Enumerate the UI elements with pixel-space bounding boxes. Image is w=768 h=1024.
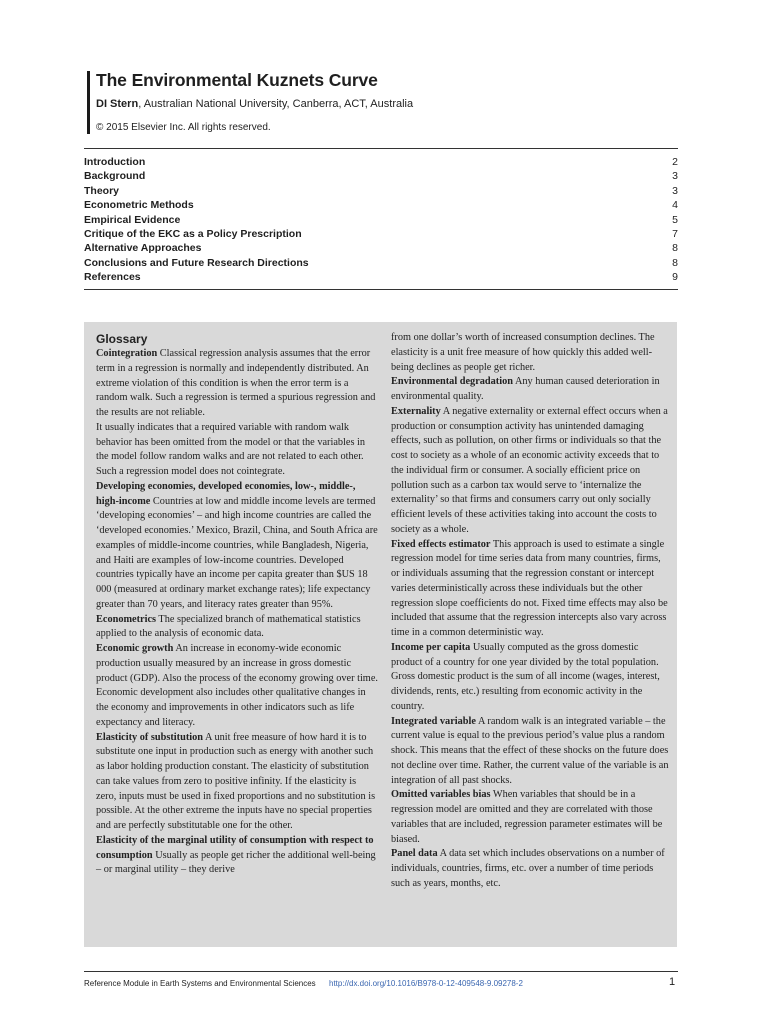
glossary-definition: Usually computed as the gross domestic product of a country for one year divided by the total population. Gross domestic product is the sum of all income (wages, interest, dividends, rents, etc.) resulting from economic activity in the country. (391, 641, 660, 712)
glossary-entry (96, 421, 378, 480)
toc-entry[interactable] (84, 184, 678, 198)
toc-entry[interactable] (84, 227, 678, 241)
glossary-entry (391, 375, 669, 405)
copyright-notice: © 2015 Elsevier Inc. All rights reserved. (96, 122, 271, 133)
glossary-definition: Any human caused deterioration in environmental quality. (391, 376, 660, 402)
toc-entry-page: 2 (672, 156, 678, 168)
toc-entry-page: 5 (672, 213, 678, 226)
author-line (96, 98, 413, 110)
glossary-entry (391, 715, 669, 789)
toc-entry-label: References (84, 271, 141, 284)
toc-entry-label: Econometric Methods (84, 199, 194, 212)
glossary-term: Developing economies, developed economies, low-, middle-, high-income (96, 480, 356, 507)
glossary-left-column (96, 331, 378, 878)
glossary-term: Integrated variable (391, 715, 476, 727)
toc-entry[interactable] (84, 198, 678, 212)
toc-entry[interactable] (84, 213, 678, 227)
table-of-contents (84, 155, 678, 285)
glossary-term: Elasticity of the marginal utility of consumption with respect to consumption (96, 834, 374, 861)
glossary-term: Econometrics (96, 613, 157, 625)
glossary-entry (391, 847, 669, 891)
toc-bottom-rule (84, 289, 678, 290)
glossary-definition: Usually as people get richer the additional well-being – or marginal utility – they derive (96, 849, 376, 876)
glossary-definition: It usually indicates that a required variable with random walk behavior has been omitted from the model or that the variables in the model follow random walks and are not related to each other. Such a regression model does not cointegrate. (96, 421, 366, 477)
toc-entry-page: 7 (672, 227, 678, 240)
glossary-heading: Glossary (96, 332, 148, 346)
glossary-definition: When variables that should be in a regression model are omitted and they are correlated with those variables that are included, regression parameter estimates will be biased. (391, 789, 663, 845)
toc-entry[interactable] (84, 169, 678, 183)
glossary-definition: A data set which includes observations on a number of individuals, countries, firms, etc. over a number of time periods such as years, months, etc. (391, 848, 665, 889)
glossary-definition: The specialized branch of mathematical statistics applied to the analysis of economic data. (96, 613, 361, 640)
glossary-entry (391, 788, 669, 847)
glossary-term: Income per capita (391, 641, 471, 653)
toc-entry-page: 4 (672, 199, 678, 212)
glossary-box (84, 322, 677, 947)
title-accent-bar (87, 71, 90, 134)
toc-entry[interactable] (84, 155, 678, 169)
toc-entry-page: 9 (672, 271, 678, 284)
glossary-term: Externality (391, 405, 441, 417)
glossary-definition: This approach is used to estimate a single regression model for time series data from many countries, firms, or individuals assuming that the regression constant or intercept varies deterministically across these individuals but the other regression slope coefficients do not. Fixed time effects may also be included that assume that the regression intercepts also vary across time in a common deterministic way. (391, 538, 668, 638)
toc-entry-label: Introduction (84, 156, 146, 168)
doi-link[interactable]: http://dx.doi.org/10.1016/B978-0-12-409548-9.09278-2 (329, 979, 523, 988)
toc-entry-page: 8 (672, 242, 678, 255)
glossary-entry (96, 642, 378, 731)
toc-top-rule (84, 148, 678, 149)
footer-source: Reference Module in Earth Systems and Environmental Sciences (84, 979, 316, 988)
toc-entry[interactable] (84, 256, 678, 270)
glossary-definition: An increase in economy-wide economic production usually measured by an increase in gross domestic product (GDP). Also the process of the economy growing over time. Economic development also includes other qualitative changes in the economy and improvements in other indicators such as life expectancy and literacy. (96, 643, 378, 728)
glossary-term: Fixed effects estimator (391, 538, 491, 550)
glossary-entry (391, 331, 669, 375)
toc-entry-label: Empirical Evidence (84, 213, 181, 226)
glossary-term: Economic growth (96, 643, 174, 654)
glossary-definition: A negative externality or external effect occurs when a production or consumption activity has unintended damaging effects, such as pollution, on other firms or individuals so that the cost to society as a whole of an economic activity exceeds that to the individual firm or consumer. A socially efficient price on pollution such as a carbon tax would serve to ‘internalize the externality’ so that firms and consumers carry out only socially efficient levels of these activities taking into account the costs to society as a whole. (391, 405, 668, 535)
article-title: The Environmental Kuznets Curve (96, 70, 378, 90)
author-name: DI Stern (96, 98, 139, 110)
toc-entry-label: Conclusions and Future Research Directions (84, 256, 309, 269)
toc-entry[interactable] (84, 270, 678, 284)
glossary-definition: A unit free measure of how hard it is to substitute one input in production such as energy with another such as labor holding production constant. The elasticity of substitution can take values from zero to positive infinity. If the elasticity is zero, inputs must be used in fixed proportions and no substitution is possible. At the other extreme the inputs have no special properties and are perfectly substitutable one for the other. (96, 731, 376, 831)
glossary-entry (391, 641, 669, 715)
glossary-definition: from one dollar’s worth of increased consumption declines. The elasticity is a unit free measure of how quickly this added well-being declines as people get richer. (391, 332, 655, 373)
glossary-entry (391, 405, 669, 538)
glossary-term: Elasticity of substitution (96, 731, 203, 743)
toc-entry-page: 3 (672, 170, 678, 183)
toc-entry-page: 8 (672, 256, 678, 269)
glossary-entry (96, 613, 378, 643)
toc-entry-label: Alternative Approaches (84, 242, 202, 255)
glossary-entry (96, 731, 378, 834)
toc-entry-page: 3 (672, 184, 678, 197)
glossary-definition: A random walk is an integrated variable – the current value is equal to the previous period’s value plus a random shock. This means that the effect of these shocks on the future does not decline over time. Rather, the current value of the variable is an integration of all past shocks. (391, 715, 669, 786)
glossary-definition: Countries at low and middle income levels are termed ‘developing economies’ – and high income countries are called the ‘developed economies.’ Mexico, Brazil, China, and South Africa are examples of middle-income countries, while Bangladesh, Nigeria, and Haiti are examples of low-income countries. Developed countries typically have an income per capita greater than $US 18 000 (measured at ordinary market exchange rates); life expectancy greater than 70 years, and literacy rates greater than 95%. (96, 495, 378, 610)
glossary-term: Panel data (391, 848, 438, 860)
glossary-entry (96, 480, 378, 613)
glossary-entry (96, 347, 378, 421)
footer-rule (84, 971, 678, 972)
toc-entry-label: Theory (84, 184, 120, 197)
toc-entry-label: Background (84, 170, 146, 183)
glossary-term: Omitted variables bias (391, 789, 491, 801)
glossary-entry (391, 538, 669, 641)
toc-entry[interactable] (84, 241, 678, 255)
glossary-definition: Classical regression analysis assumes that the error term in a regression is normally and independently distributed. An extreme violation of this condition is when the error term is a random walk. Such a regression is termed a spurious regression and the results are not reliable. (96, 348, 376, 418)
author-affiliation: , Australian National University, Canberra, ACT, Australia (138, 98, 414, 110)
glossary-term: Environmental degradation (391, 376, 513, 388)
glossary-right-column (391, 331, 669, 892)
glossary-term: Cointegration (96, 348, 158, 359)
glossary-entry (96, 834, 378, 878)
page-number: 1 (669, 976, 676, 988)
toc-entry-label: Critique of the EKC as a Policy Prescription (84, 227, 302, 240)
